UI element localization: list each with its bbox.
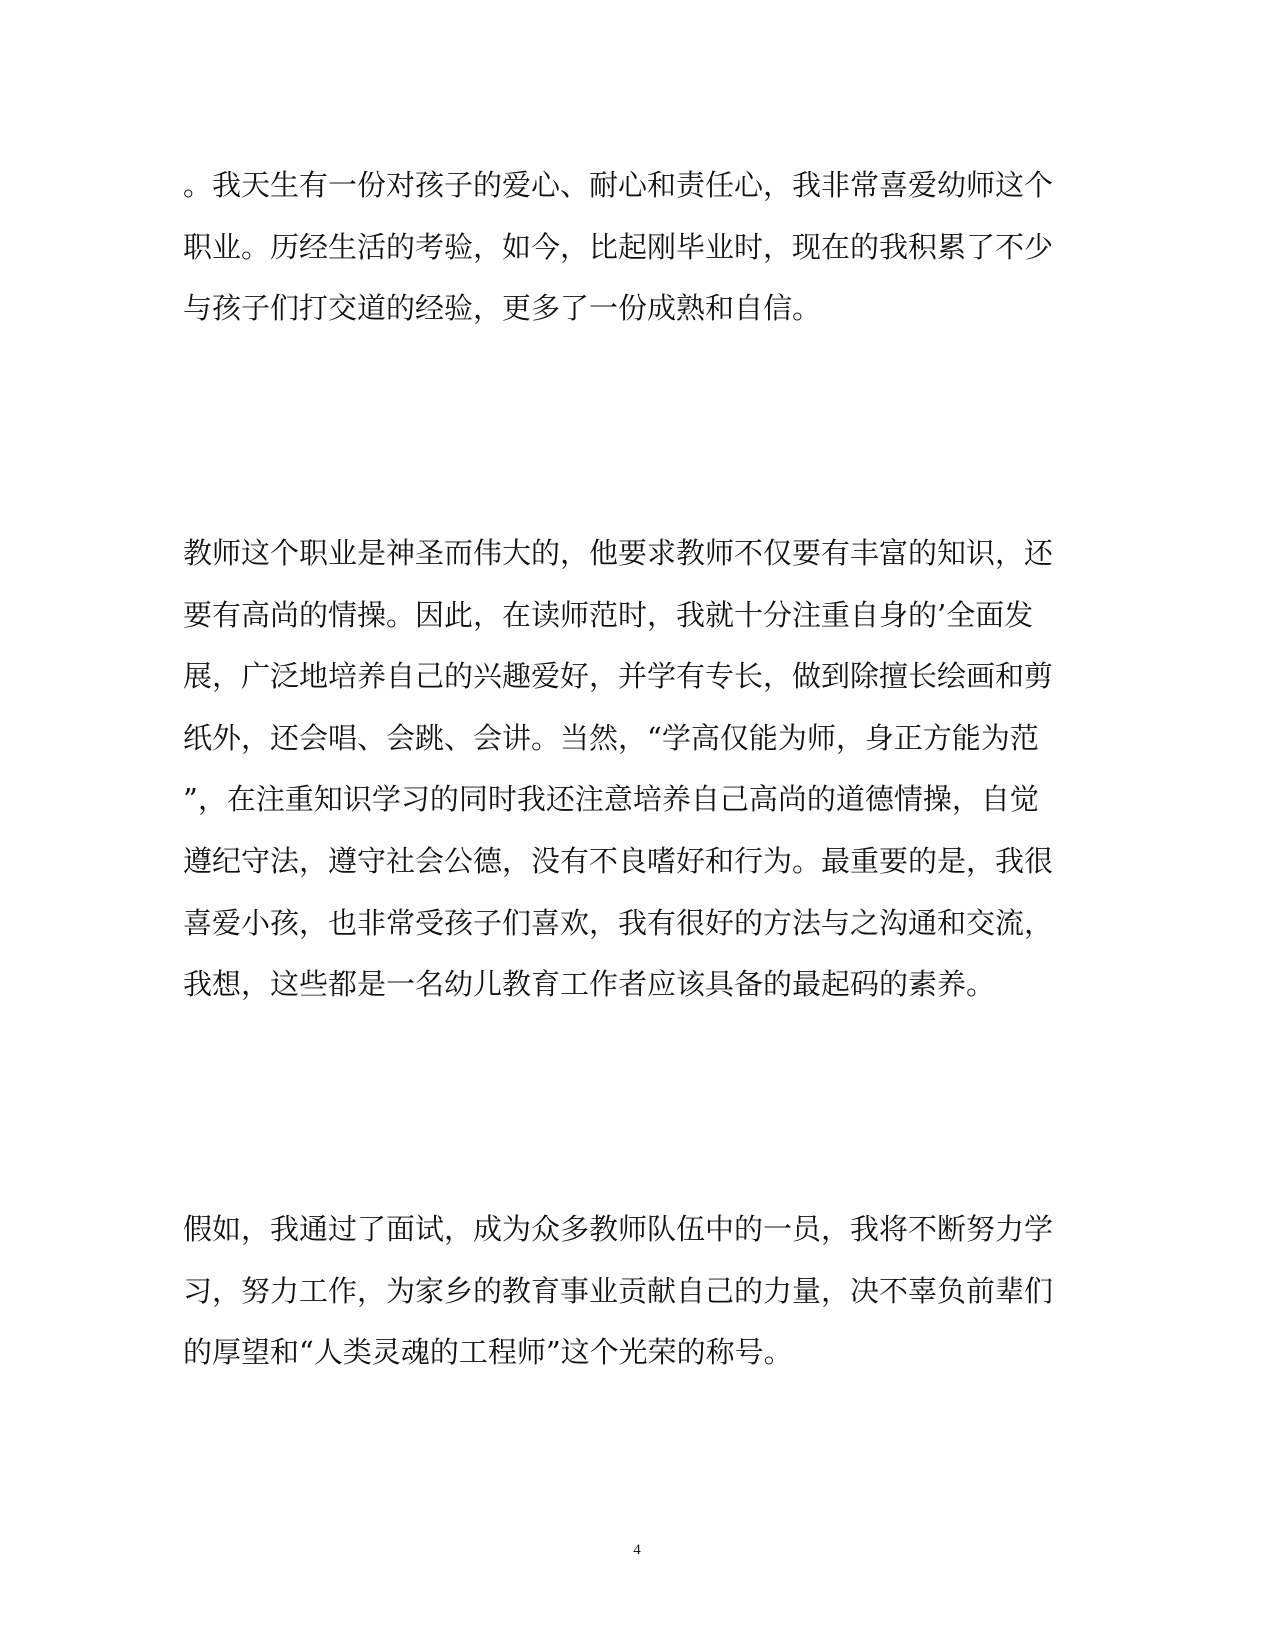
text-line: 。我天生有一份对孩子的爱心、耐心和责任心，我非常喜爱幼师这个 bbox=[183, 168, 1054, 202]
text-line: 展，广泛地培养自己的兴趣爱好，并学有专长，做到除擅长绘画和剪 bbox=[183, 659, 1054, 693]
page-number: 4 bbox=[633, 1542, 641, 1558]
text-line: 纸外，还会唱、会跳、会讲。当然，“学高仅能为师，身正方能为范 bbox=[183, 721, 1039, 755]
text-line: 喜爱小孩，也非常受孩子们喜欢，我有很好的方法与之沟通和交流， bbox=[183, 906, 1054, 940]
text-line: 要有高尚的情操。因此，在读师范时，我就十分注重自身的’全面发 bbox=[183, 598, 1034, 632]
text-line: 遵纪守法，遵守社会公德，没有不良嗜好和行为。最重要的是，我很 bbox=[183, 844, 1054, 878]
text-line: 与孩子们打交道的经验，更多了一份成熟和自信。 bbox=[183, 291, 822, 325]
text-line: ”，在注重知识学习的同时我还注意培养自己高尚的道德情操，自觉 bbox=[183, 782, 1039, 816]
text-line: 的厚望和“人类灵魂的工程师”这个光荣的称号。 bbox=[183, 1335, 793, 1369]
text-line: 假如，我通过了面试，成为众多教师队伍中的一员，我将不断努力学 bbox=[183, 1212, 1054, 1246]
text-line: 教师这个职业是神圣而伟大的，他要求教师不仅要有丰富的知识，还 bbox=[183, 536, 1054, 570]
text-line: 我想，这些都是一名幼儿教育工作者应该具备的最起码的素养。 bbox=[183, 967, 996, 1001]
text-line: 习，努力工作，为家乡的教育事业贡献自己的力量，决不辜负前辈们 bbox=[183, 1274, 1054, 1308]
text-line: 职业。历经生活的考验，如今，比起刚毕业时，现在的我积累了不少 bbox=[183, 230, 1054, 264]
